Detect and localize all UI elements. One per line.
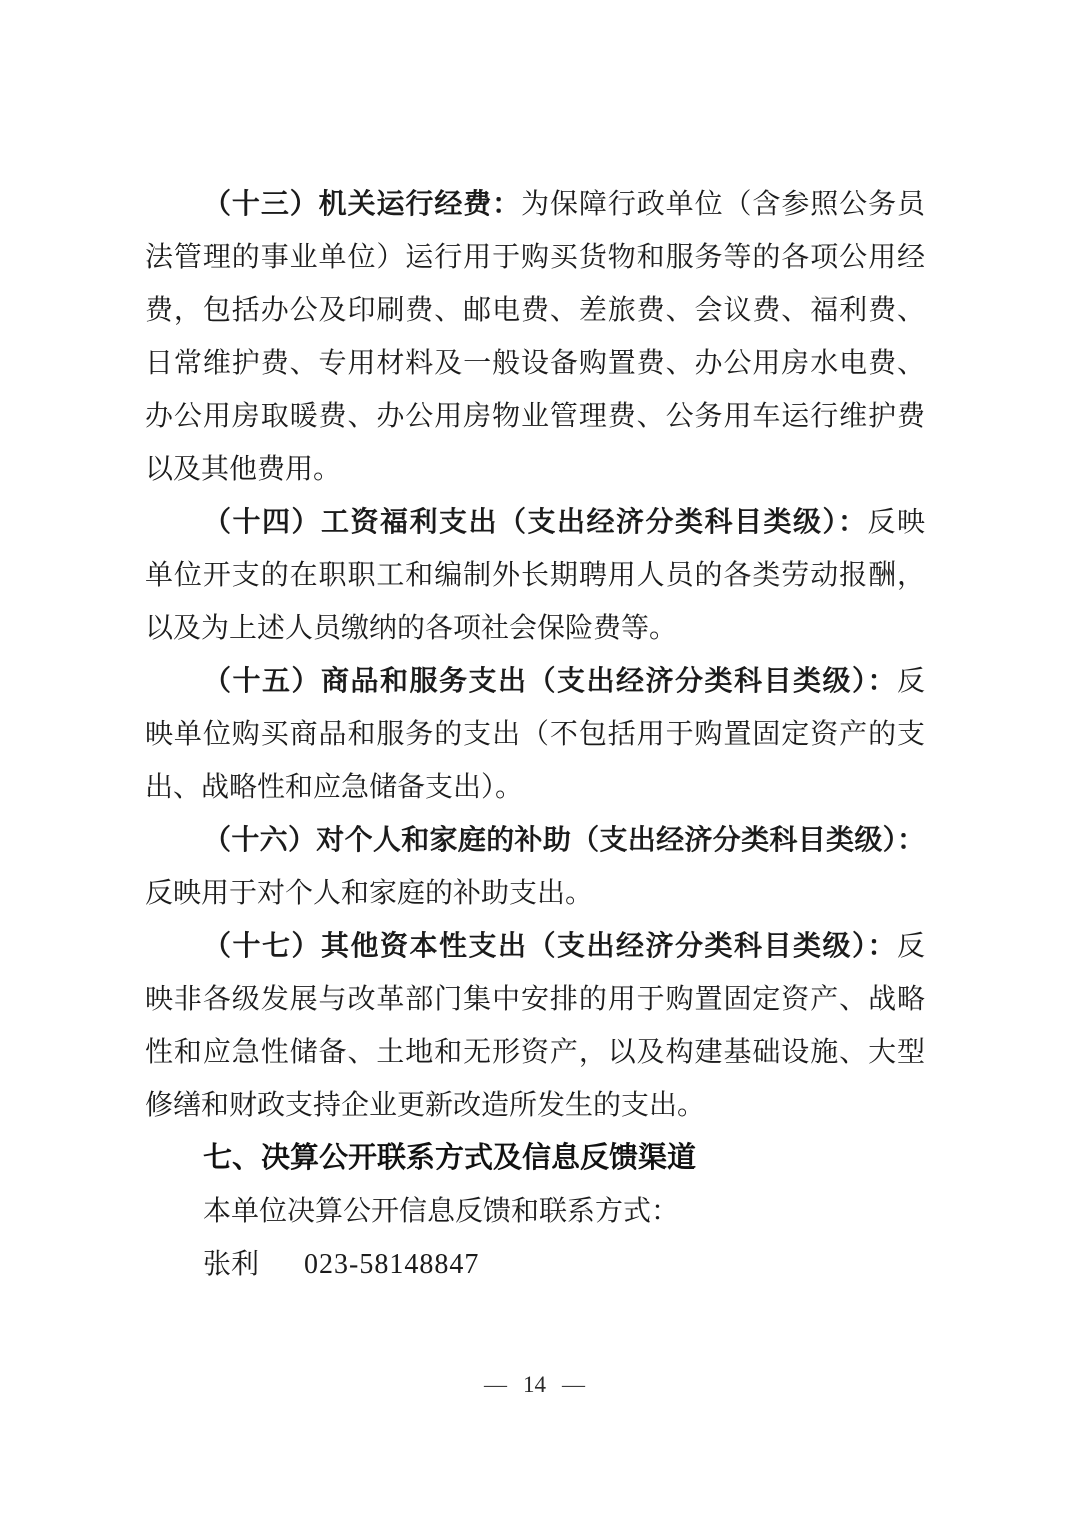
body-text: 以及为上述人员缴纳的各项社会保险费等。 xyxy=(145,613,678,644)
text-line xyxy=(145,390,925,443)
term-bold-text: （十七）其他资本性支出（支出经济分类科目类级）： xyxy=(203,931,897,962)
text-line xyxy=(145,973,925,1026)
text-line xyxy=(145,867,925,920)
term-bold-text: （十三）机关运行经费： xyxy=(203,189,522,220)
body-text: 办公用房取暖费、办公用房物业管理费、公务用车运行维护费 xyxy=(145,401,925,432)
paragraph-item-16 xyxy=(145,814,925,920)
text-line xyxy=(145,920,925,973)
text-line xyxy=(145,549,925,602)
body-text: 费，包括办公及印刷费、邮电费、差旅费、会议费、福利费、 xyxy=(145,295,925,326)
paragraph-item-13 xyxy=(145,178,925,496)
text-line xyxy=(145,178,925,231)
term-bold-text: （十六）对个人和家庭的补助（支出经济分类科目类级）： xyxy=(203,825,925,856)
text-line xyxy=(145,496,925,549)
page-number: 14 xyxy=(523,1372,546,1397)
body-text: 反映用于对个人和家庭的补助支出。 xyxy=(145,878,594,909)
text-line xyxy=(145,761,925,814)
body-text: 为保障行政单位（含参照公务员 xyxy=(521,189,925,220)
text-line xyxy=(145,814,925,867)
paragraph-item-15 xyxy=(145,655,925,814)
text-line xyxy=(145,337,925,390)
footer-dash-left: — xyxy=(484,1372,507,1397)
paragraph-item-17 xyxy=(145,920,925,1132)
body-text: 反 xyxy=(896,666,925,697)
body-text: 反 xyxy=(896,931,925,962)
body-text: 性和应急性储备、土地和无形资产，以及构建基础设施、大型 xyxy=(145,1037,925,1068)
page-footer xyxy=(0,1372,1069,1398)
text-line xyxy=(145,1026,925,1079)
body-text: 单位开支的在职职工和编制外长期聘用人员的各类劳动报酬， xyxy=(145,560,925,591)
body-text: 以及其他费用。 xyxy=(145,454,342,485)
contact-intro-line: 本单位决算公开信息反馈和联系方式： xyxy=(203,1196,680,1227)
footer-dash-right: — xyxy=(562,1372,585,1397)
text-line xyxy=(145,708,925,761)
contact-name: 张利 xyxy=(203,1249,260,1280)
text-line xyxy=(145,1079,925,1132)
contact-phone: 023-58148847 xyxy=(304,1249,480,1280)
term-bold-text: （十四）工资福利支出（支出经济分类科目类级）： xyxy=(203,507,868,538)
text-line xyxy=(145,655,925,708)
body-text: 映非各级发展与改革部门集中安排的用于购置固定资产、战略 xyxy=(145,984,925,1015)
body-text: 修缮和财政支持企业更新改造所发生的支出。 xyxy=(145,1090,706,1121)
body-text: 反映 xyxy=(867,507,925,538)
text-line xyxy=(145,443,925,496)
contact-info-line xyxy=(145,1238,925,1291)
term-bold-text: （十五）商品和服务支出（支出经济分类科目类级）： xyxy=(203,666,897,697)
body-text: 出、战略性和应急储备支出）。 xyxy=(145,772,524,803)
paragraph-item-14 xyxy=(145,496,925,655)
section-heading: 七、决算公开联系方式及信息反馈渠道 xyxy=(203,1142,697,1174)
body-text: 法管理的事业单位）运行用于购买货物和服务等的各项公用经 xyxy=(145,242,925,273)
text-line xyxy=(145,284,925,337)
text-line xyxy=(145,231,925,284)
text-line xyxy=(145,602,925,655)
body-text: 映单位购买商品和服务的支出（不包括用于购置固定资产的支 xyxy=(145,719,925,750)
body-text: 日常维护费、专用材料及一般设备购置费、办公用房水电费、 xyxy=(145,348,925,379)
